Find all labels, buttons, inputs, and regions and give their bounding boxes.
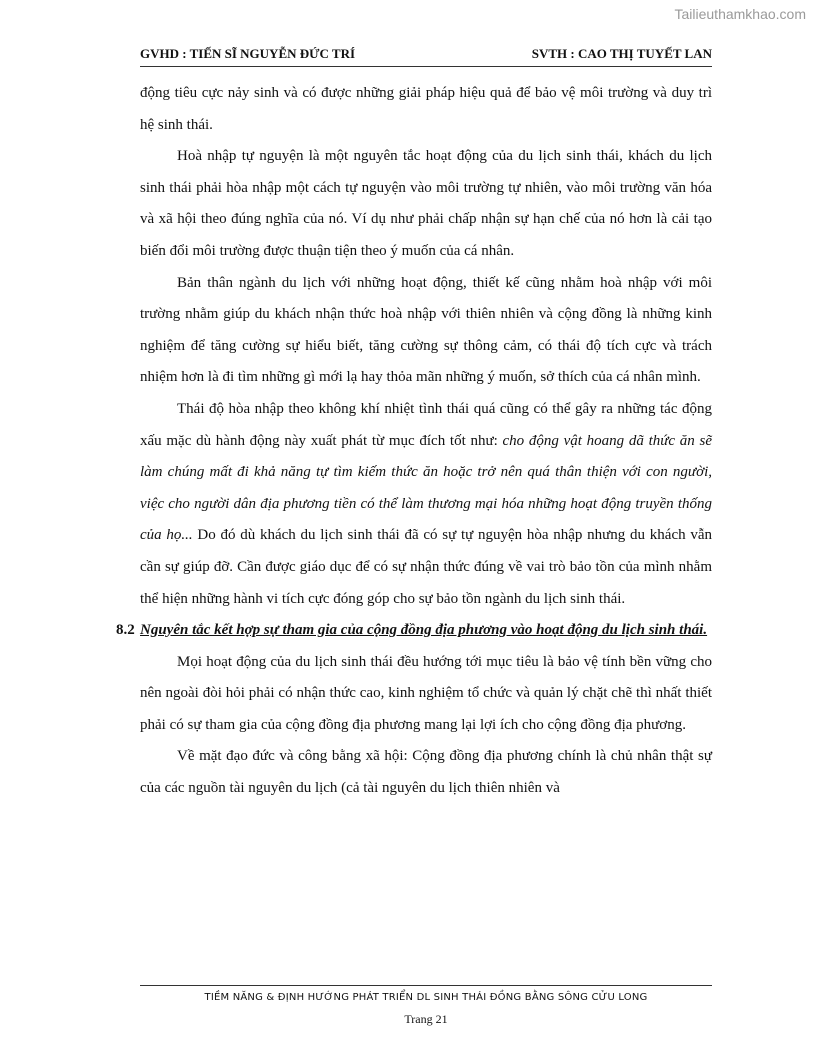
section-heading	[116, 615, 712, 647]
section-number: 8.2	[116, 622, 135, 639]
paragraph-attitude-example: cho động vật hoang dã thức ăn sẽ làm chúng mất đi khả năng tự tìm kiếm thức ăn hoặc trở nên quá thân thiện với con người, việc cho người dân địa phương tiền có thể làm thương mại hóa những hoạt động truyền thống của họ...	[140, 432, 712, 544]
paragraph-attitude-start: Thái độ hòa nhập theo không khí nhiệt tình thái quá cũng có thể gây ra những tác động xấu mặc dù hành động này xuất phát từ mục đích tốt như:	[140, 400, 712, 449]
paragraph-voluntary-integration: Hoà nhập tự nguyện là một nguyên tắc hoạt động của du lịch sinh thái, khách du lịch sinh thái phải hòa nhập một cách tự nguyện vào môi trường tự nhiên, vào môi trường văn hóa và xã hội theo đúng nghĩa của nó. Ví dụ như phải chấp nhận sự hạn chế của nó hơn là cải tạo biến đổi môi trường được thuận tiện theo ý muốn của cá nhân.	[140, 148, 712, 259]
page-number: Trang 21	[404, 1012, 448, 1026]
footer-divider	[140, 985, 712, 986]
paragraph-attitude-end: Do đó dù khách du lịch sinh thái đã có sự tự nguyện hòa nhập nhưng du khách vẫn cần sự giúp đỡ. Cần được giáo dục để có sự nhận thức đúng về vai trò bảo tồn của mình nhằm thể hiện những hành vi tích cực đóng góp cho sự bảo tồn ngành du lịch sinh thái.	[140, 527, 712, 607]
paragraph-attitude	[140, 394, 712, 615]
footer-title: TIỀM NĂNG & ĐỊNH HƯỚNG PHÁT TRIỂN DL SINH THÁI ĐỒNG BẰNG SÔNG CỬU LONG	[204, 992, 648, 1003]
header-student: SVTH : CAO THỊ TUYẾT LAN	[531, 46, 712, 61]
header-advisor: GVHD : TIẾN SĨ NGUYỄN ĐỨC TRÍ	[140, 46, 356, 61]
section-title: Nguyên tắc kết hợp sự tham gia của cộng đồng địa phương vào hoạt động du lịch sinh thái.	[140, 622, 708, 639]
page-header	[140, 44, 712, 67]
page-body	[116, 78, 712, 805]
paragraph-ethics: Về mặt đạo đức và công bằng xã hội: Cộng đồng địa phương chính là chủ nhân thật sự của các nguồn tài nguyên du lịch (cả tài nguyên du lịch thiên nhiên và	[140, 748, 712, 797]
paragraph-sustainability: Mọi hoạt động của du lịch sinh thái đều hướng tới mục tiêu là bảo vệ tính bền vững cho nên ngoài đòi hỏi phải có nhận thức cao, kinh nghiệm tổ chức và quản lý chặt chẽ thì nhất thiết phải có sự tham gia của cộng đồng địa phương mang lại lợi ích cho cộng đồng địa phương.	[140, 653, 712, 733]
paragraph-continuation: động tiêu cực nảy sinh và có được những giải pháp hiệu quả để bảo vệ môi trường và duy trì hệ sinh thái.	[140, 85, 712, 133]
watermark-text: Tailieuthamkhao.com	[674, 6, 806, 22]
paragraph-tourism-industry: Bản thân ngành du lịch với những hoạt động, thiết kế cũng nhằm hoà nhập với môi trường nhằm giúp du khách nhận thức hoà nhập với thiên nhiên và cộng đồng là những kinh nghiệm để tăng cường sự hiểu biết, tăng cường sự thông cảm, có thái độ tích cực và trách nhiệm hơn là đi tìm những gì mới lạ hay thỏa mãn những ý muốn, sở thích của cá nhân mình.	[140, 274, 712, 386]
